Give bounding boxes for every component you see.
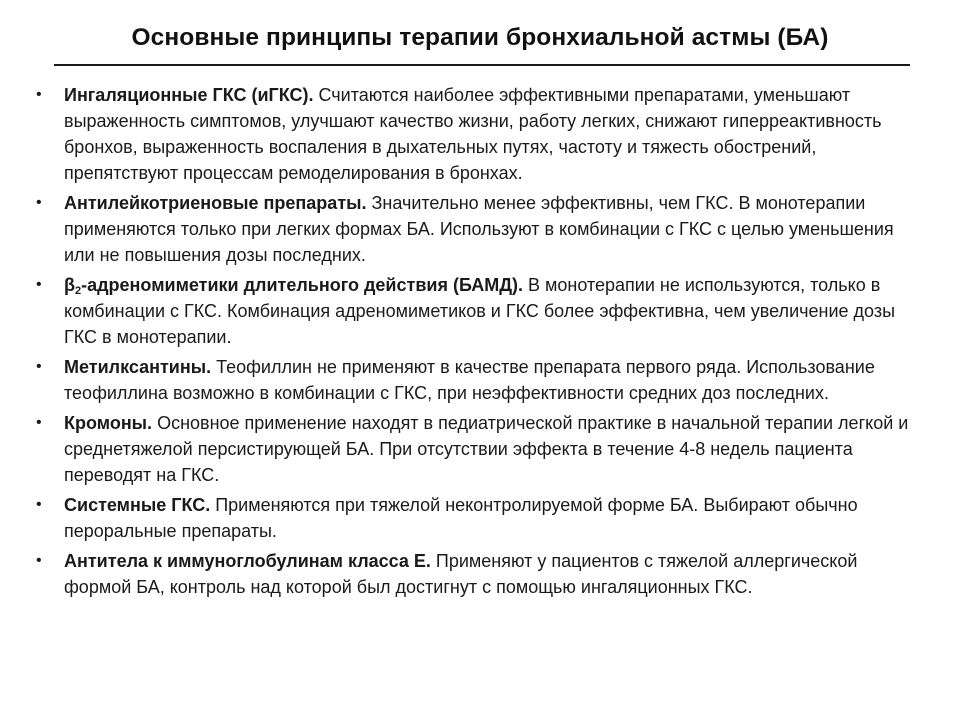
- bullet-methylxanthines: [36, 354, 916, 406]
- bullet-anti-ige: [36, 548, 916, 600]
- bullet-marker: •: [36, 414, 42, 431]
- bullet-marker: •: [36, 276, 42, 293]
- bullet-marker: •: [36, 552, 42, 569]
- bullet-text: В монотерапии не используются, только в комбинации с ГКС. Комбинация адреномиметиков и ГКС более эффективна, чем увеличение дозы ГКС в монотерапии.: [64, 275, 896, 347]
- bullet-marker: •: [36, 86, 42, 103]
- bullet-term: Ингаляционные ГКС (иГКС).: [64, 85, 314, 105]
- bullet-text: Теофиллин не применяют в качестве препарата первого ряда. Использование теофиллина возможно в комбинации с ГКС, при неэффективности средних доз последних.: [64, 357, 875, 403]
- bullet-term: Метилксантины.: [64, 357, 212, 377]
- bullet-list: [36, 82, 916, 604]
- title-divider: [54, 64, 910, 66]
- bullet-text: Применяются при тяжелой неконтролируемой форме БА. Выбирают обычно пероральные препараты.: [64, 495, 858, 541]
- bullet-cromones: [36, 410, 916, 488]
- bullet-marker: •: [36, 496, 42, 513]
- bullet-systemic-gcs: [36, 492, 916, 544]
- bullet-marker: •: [36, 358, 42, 375]
- bullet-text: Считаются наиболее эффективными препаратами, уменьшают выраженность симптомов, улучшают качество жизни, работу легких, снижают гиперреактивность бронхов, выраженность воспаления в дыхательных путях, частоту и тяжесть обострений, препятствуют процессам ремоделирования в бронхах.: [64, 85, 882, 183]
- bullet-term: Кромоны.: [64, 413, 153, 433]
- bullet-antileukotrienes: [36, 190, 916, 268]
- beta-subscript: 2: [75, 285, 82, 297]
- bullet-term: Системные ГКС.: [64, 495, 211, 515]
- bullet-term: [64, 275, 523, 295]
- beta-symbol: β: [64, 275, 75, 295]
- bullet-text: Значительно менее эффективны, чем ГКС. В монотерапии применяются только при легких формах БА. Используют в комбинации с ГКС с целью уменьшения или не повышения дозы последних.: [64, 193, 894, 265]
- bullet-marker: •: [36, 194, 42, 211]
- bullet-term-rest: -адреномиметики длительного действия (БАМД).: [81, 275, 524, 295]
- bullet-text: Основное применение находят в педиатрической практике в начальной терапии легкой и среднетяжелой персистирующей БА. При отсутствии эффекта в течение 4-8 недель пациента переводят на ГКС.: [64, 413, 909, 485]
- bullet-inhaled-gcs: [36, 82, 916, 186]
- bullet-term: Антитела к иммуноглобулинам класса Е.: [64, 551, 431, 571]
- slide-title: Основные принципы терапии бронхиальной астмы (БА): [131, 24, 829, 51]
- bullet-laba: [36, 272, 916, 350]
- bullet-text: Применяют у пациентов с тяжелой аллергической формой БА, контроль над которой был достигнут с помощью ингаляционных ГКС.: [64, 551, 858, 597]
- bullet-term: Антилейкотриеновые препараты.: [64, 193, 367, 213]
